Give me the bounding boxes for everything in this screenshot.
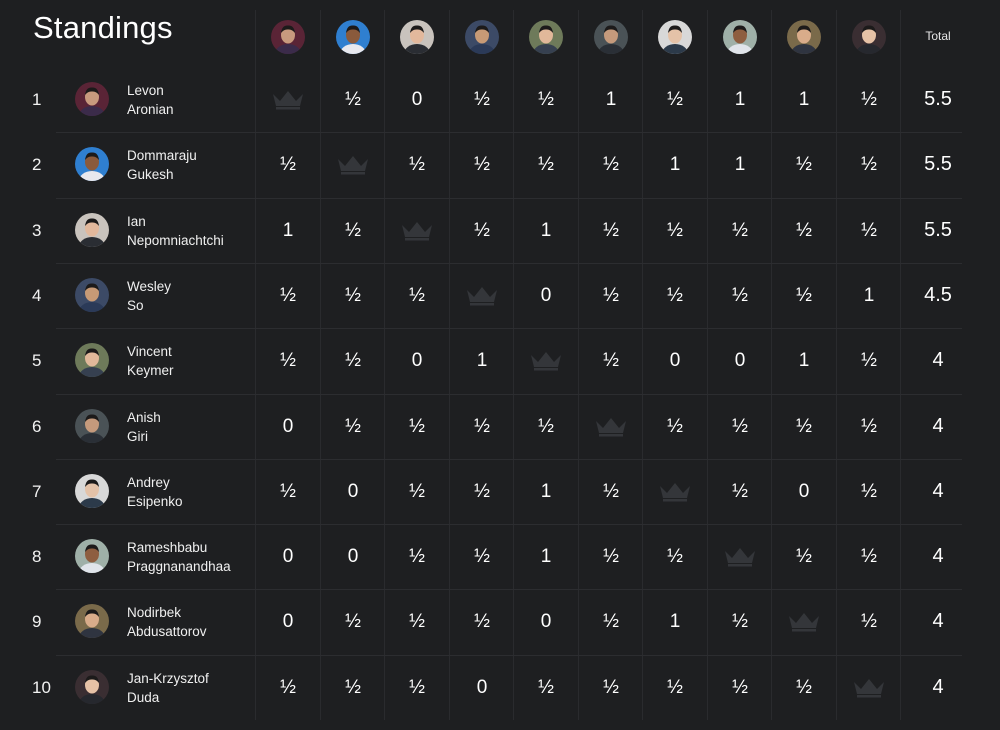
column-header-avatar[interactable] — [336, 20, 370, 54]
total-column-header: Total — [925, 29, 951, 43]
self-cell — [708, 524, 772, 589]
player-last-name: Esipenko — [127, 493, 183, 509]
result-cell: ½ — [732, 416, 748, 437]
result-cell: 0 — [282, 416, 294, 437]
result-cell: ½ — [796, 546, 812, 567]
standings-row[interactable] — [0, 589, 1000, 654]
player-avatar[interactable] — [75, 82, 109, 116]
player-first-name: Dommaraju — [127, 148, 197, 163]
player-name[interactable] — [127, 670, 209, 707]
player-last-name: Gukesh — [127, 166, 174, 182]
self-cell — [514, 328, 578, 393]
result-cell: ½ — [603, 546, 619, 567]
self-cell — [385, 198, 449, 263]
total-score: 5.5 — [924, 153, 952, 175]
result-cell: ½ — [409, 416, 425, 437]
result-cell: ½ — [474, 611, 490, 632]
result-cell: ½ — [345, 611, 361, 632]
self-cell — [256, 67, 320, 132]
rank-number: 4 — [32, 286, 42, 305]
result-cell: ½ — [280, 677, 296, 698]
result-cell: ½ — [732, 677, 748, 698]
player-name[interactable] — [127, 82, 174, 119]
self-cell — [579, 394, 643, 459]
column-header-avatar[interactable] — [658, 20, 692, 54]
column-header-avatar[interactable] — [271, 20, 305, 54]
player-first-name: Ian — [127, 214, 146, 229]
result-cell: ½ — [603, 611, 619, 632]
result-cell: ½ — [538, 89, 554, 110]
crown-icon — [593, 415, 629, 437]
total-score: 4 — [932, 415, 944, 437]
result-cell: 1 — [669, 611, 681, 632]
total-score: 4 — [932, 676, 944, 698]
player-first-name: Vincent — [127, 344, 172, 359]
result-cell: ½ — [667, 285, 683, 306]
result-cell: ½ — [861, 154, 877, 175]
result-cell: ½ — [603, 154, 619, 175]
result-cell: ½ — [796, 154, 812, 175]
player-avatar[interactable] — [75, 278, 109, 312]
player-avatar[interactable] — [75, 670, 109, 704]
result-cell: ½ — [667, 89, 683, 110]
result-cell: ½ — [474, 546, 490, 567]
result-cell: ½ — [667, 677, 683, 698]
player-name[interactable] — [127, 604, 207, 641]
player-name[interactable] — [127, 539, 231, 576]
column-header-avatar[interactable] — [529, 20, 563, 54]
result-cell: 1 — [669, 154, 681, 175]
crown-icon — [464, 284, 500, 306]
result-cell: 0 — [798, 481, 810, 502]
result-cell: ½ — [280, 481, 296, 502]
player-last-name: Keymer — [127, 362, 174, 378]
player-avatar[interactable] — [75, 343, 109, 377]
result-cell: ½ — [732, 285, 748, 306]
crown-icon — [722, 545, 758, 567]
self-cell — [321, 132, 385, 197]
player-name[interactable] — [127, 343, 174, 380]
self-cell — [643, 459, 707, 524]
result-cell: ½ — [861, 481, 877, 502]
player-avatar[interactable] — [75, 409, 109, 443]
total-score: 4 — [932, 610, 944, 632]
result-cell: ½ — [409, 285, 425, 306]
page-title: Standings — [33, 10, 173, 45]
result-cell: ½ — [280, 285, 296, 306]
result-cell: 0 — [734, 350, 746, 371]
column-header-avatar[interactable] — [787, 20, 821, 54]
result-cell: 1 — [798, 89, 810, 110]
result-cell: 0 — [282, 611, 294, 632]
result-cell: ½ — [474, 89, 490, 110]
result-cell: ½ — [796, 220, 812, 241]
result-cell: 1 — [863, 285, 875, 306]
player-last-name: Aronian — [127, 101, 174, 117]
standings-row[interactable] — [0, 67, 1000, 132]
total-score: 4.5 — [924, 284, 952, 306]
result-cell: ½ — [538, 677, 554, 698]
result-cell: ½ — [796, 677, 812, 698]
result-cell: ½ — [474, 416, 490, 437]
standings-row[interactable] — [0, 198, 1000, 263]
result-cell: ½ — [345, 416, 361, 437]
result-cell: 1 — [798, 350, 810, 371]
result-cell: ½ — [603, 220, 619, 241]
result-cell: ½ — [409, 154, 425, 175]
player-first-name: Andrey — [127, 475, 170, 490]
player-last-name: Nepomniachtchi — [127, 232, 224, 248]
result-cell: ½ — [796, 416, 812, 437]
result-cell: 1 — [282, 220, 294, 241]
rank-number: 1 — [32, 90, 42, 109]
result-cell: ½ — [861, 416, 877, 437]
result-cell: 0 — [347, 546, 359, 567]
result-cell: ½ — [667, 546, 683, 567]
player-first-name: Rameshbabu — [127, 540, 208, 555]
column-header-avatar[interactable] — [723, 20, 757, 54]
result-cell: 1 — [605, 89, 617, 110]
player-last-name: Abdusattorov — [127, 623, 207, 639]
total-score: 4 — [932, 349, 944, 371]
rank-number: 9 — [32, 612, 42, 631]
player-first-name: Nodirbek — [127, 605, 182, 620]
crown-icon — [399, 219, 435, 241]
result-cell: ½ — [667, 416, 683, 437]
result-cell: ½ — [732, 220, 748, 241]
self-cell — [450, 263, 514, 328]
result-cell: 1 — [540, 220, 552, 241]
result-cell: ½ — [603, 481, 619, 502]
result-cell: ½ — [280, 350, 296, 371]
standings-row[interactable] — [0, 394, 1000, 459]
crown-icon — [335, 153, 371, 175]
crown-icon — [851, 676, 887, 698]
result-cell: 0 — [347, 481, 359, 502]
column-header-avatar[interactable] — [594, 20, 628, 54]
result-cell: 1 — [734, 89, 746, 110]
result-cell: ½ — [732, 611, 748, 632]
player-last-name: Praggnanandhaa — [127, 558, 231, 574]
result-cell: ½ — [538, 416, 554, 437]
result-cell: ½ — [861, 89, 877, 110]
column-header-avatar[interactable] — [852, 20, 886, 54]
standings-row[interactable] — [0, 524, 1000, 589]
result-cell: 1 — [476, 350, 488, 371]
result-cell: ½ — [474, 154, 490, 175]
player-name[interactable] — [127, 278, 171, 315]
player-avatar[interactable] — [75, 474, 109, 508]
player-avatar[interactable] — [75, 539, 109, 573]
result-cell: ½ — [409, 611, 425, 632]
player-last-name: Giri — [127, 428, 148, 444]
player-first-name: Jan-Krzysztof — [127, 671, 209, 686]
result-cell: 0 — [411, 350, 423, 371]
rank-number: 5 — [32, 351, 42, 370]
standings-row[interactable] — [0, 328, 1000, 393]
result-cell: 0 — [411, 89, 423, 110]
total-score: 4 — [932, 545, 944, 567]
rank-number: 8 — [32, 547, 42, 566]
rank-number: 7 — [32, 482, 42, 501]
result-cell: 1 — [734, 154, 746, 175]
player-first-name: Levon — [127, 83, 164, 98]
result-cell: ½ — [345, 89, 361, 110]
player-avatar[interactable] — [75, 213, 109, 247]
player-name[interactable] — [127, 474, 183, 511]
result-cell: ½ — [603, 677, 619, 698]
player-avatar[interactable] — [75, 604, 109, 638]
player-last-name: Duda — [127, 689, 160, 705]
standings-row[interactable] — [0, 132, 1000, 197]
total-score: 5.5 — [924, 88, 952, 110]
crown-icon — [270, 88, 306, 110]
player-name[interactable] — [127, 213, 224, 250]
player-name[interactable] — [127, 147, 197, 184]
result-cell: ½ — [280, 154, 296, 175]
rank-number: 3 — [32, 221, 42, 240]
result-cell: ½ — [409, 481, 425, 502]
result-cell: ½ — [861, 350, 877, 371]
result-cell: ½ — [603, 285, 619, 306]
column-header-avatar[interactable] — [465, 20, 499, 54]
rank-number: 2 — [32, 155, 42, 174]
result-cell: 1 — [540, 546, 552, 567]
standings-row[interactable] — [0, 263, 1000, 328]
column-header-avatar[interactable] — [400, 20, 434, 54]
crown-icon — [786, 610, 822, 632]
result-cell: ½ — [861, 546, 877, 567]
result-cell: 0 — [540, 285, 552, 306]
rank-number: 6 — [32, 417, 42, 436]
result-cell: ½ — [861, 611, 877, 632]
result-cell: ½ — [861, 220, 877, 241]
result-cell: ½ — [667, 220, 683, 241]
result-cell: ½ — [409, 677, 425, 698]
rank-number: 10 — [32, 678, 51, 697]
result-cell: 0 — [540, 611, 552, 632]
result-cell: 0 — [476, 677, 488, 698]
result-cell: 0 — [282, 546, 294, 567]
player-first-name: Anish — [127, 410, 161, 425]
result-cell: ½ — [732, 481, 748, 502]
crown-icon — [528, 349, 564, 371]
result-cell: 0 — [669, 350, 681, 371]
player-avatar[interactable] — [75, 147, 109, 181]
standings-row[interactable] — [0, 655, 1000, 720]
result-cell: ½ — [345, 220, 361, 241]
result-cell: ½ — [538, 154, 554, 175]
result-cell: ½ — [409, 546, 425, 567]
player-last-name: So — [127, 297, 144, 313]
standings-row[interactable] — [0, 459, 1000, 524]
result-cell: ½ — [345, 350, 361, 371]
result-cell: ½ — [603, 350, 619, 371]
total-score: 4 — [932, 480, 944, 502]
result-cell: 1 — [540, 481, 552, 502]
result-cell: ½ — [474, 481, 490, 502]
player-name[interactable] — [127, 409, 161, 446]
result-cell: ½ — [474, 220, 490, 241]
self-cell — [772, 589, 836, 654]
total-score: 5.5 — [924, 219, 952, 241]
result-cell: ½ — [345, 677, 361, 698]
result-cell: ½ — [345, 285, 361, 306]
self-cell — [837, 655, 901, 720]
result-cell: ½ — [796, 285, 812, 306]
crown-icon — [657, 480, 693, 502]
player-first-name: Wesley — [127, 279, 172, 294]
